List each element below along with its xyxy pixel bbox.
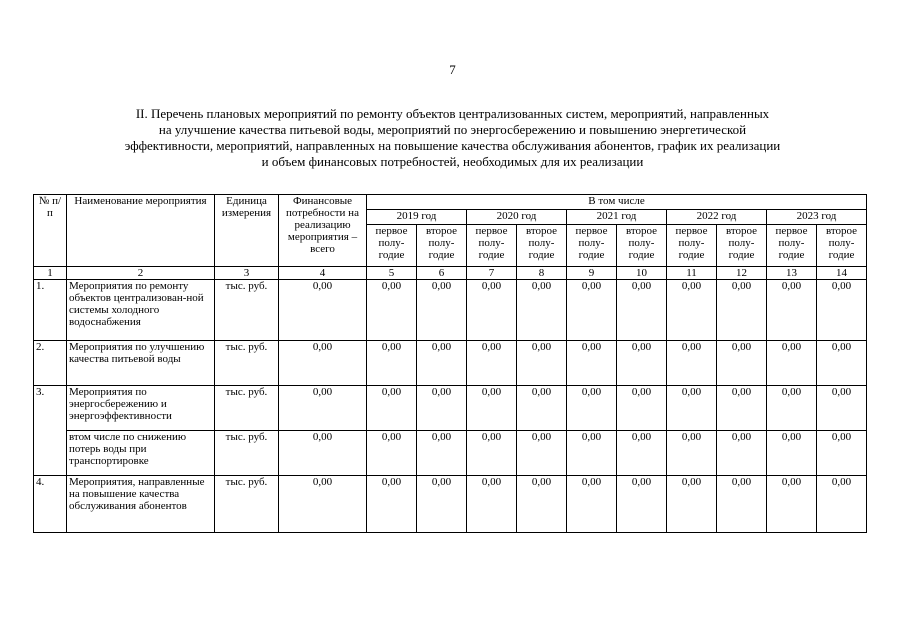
col-number: 10 bbox=[617, 267, 667, 280]
title-line: II. Перечень плановых мероприятий по ремонту объектов централизованных систем, мероприятий, направленных bbox=[135, 106, 770, 121]
row-value: 0,00 bbox=[517, 476, 567, 533]
row-value: 0,00 bbox=[617, 476, 667, 533]
row-value: 0,00 bbox=[767, 341, 817, 386]
col-number: 2 bbox=[67, 267, 215, 280]
row-total: 0,00 bbox=[279, 280, 367, 341]
row-value: 0,00 bbox=[517, 386, 567, 431]
header-year: 2021 год bbox=[567, 210, 667, 225]
row-value: 0,00 bbox=[367, 341, 417, 386]
row-value: 0,00 bbox=[767, 280, 817, 341]
row-value: 0,00 bbox=[417, 476, 467, 533]
row-value: 0,00 bbox=[767, 386, 817, 431]
row-no: 1. bbox=[34, 280, 67, 341]
table-row bbox=[34, 280, 867, 341]
row-value: 0,00 bbox=[667, 280, 717, 341]
row-value: 0,00 bbox=[817, 386, 867, 431]
row-value: 0,00 bbox=[567, 280, 617, 341]
row-total: 0,00 bbox=[279, 386, 367, 431]
col-number: 14 bbox=[817, 267, 867, 280]
header-half1: первое полу-годие bbox=[567, 225, 617, 267]
row-total: 0,00 bbox=[279, 341, 367, 386]
row-value: 0,00 bbox=[417, 431, 467, 476]
column-numbers-row bbox=[34, 267, 867, 280]
col-number: 9 bbox=[567, 267, 617, 280]
measures-table bbox=[33, 194, 867, 533]
header-half1: первое полу-годие bbox=[467, 225, 517, 267]
col-number: 13 bbox=[767, 267, 817, 280]
row-value: 0,00 bbox=[517, 431, 567, 476]
header-year: 2020 год bbox=[467, 210, 567, 225]
row-name: Мероприятия по улучшению качества питьевой воды bbox=[67, 341, 215, 386]
row-value: 0,00 bbox=[617, 341, 667, 386]
col-number: 11 bbox=[667, 267, 717, 280]
row-value: 0,00 bbox=[467, 341, 517, 386]
page-number: 7 bbox=[449, 62, 456, 77]
row-value: 0,00 bbox=[467, 476, 517, 533]
row-name: Мероприятия по ремонту объектов централизован-ной системы холодного водоснабжения bbox=[67, 280, 215, 341]
row-value: 0,00 bbox=[767, 431, 817, 476]
row-unit: тыс. руб. bbox=[215, 386, 279, 431]
row-value: 0,00 bbox=[817, 280, 867, 341]
row-value: 0,00 bbox=[517, 341, 567, 386]
row-unit: тыс. руб. bbox=[215, 431, 279, 476]
row-value: 0,00 bbox=[717, 431, 767, 476]
row-no: 3. bbox=[34, 386, 67, 476]
row-value: 0,00 bbox=[417, 341, 467, 386]
col-number: 12 bbox=[717, 267, 767, 280]
row-value: 0,00 bbox=[617, 280, 667, 341]
table-row bbox=[34, 431, 867, 476]
header-half2: второе полу-годие bbox=[617, 225, 667, 267]
header-unit: Единица измерения bbox=[215, 195, 279, 267]
row-value: 0,00 bbox=[817, 431, 867, 476]
title-line: и объем финансовых потребностей, необходимых для их реализации bbox=[261, 154, 644, 169]
header-half2: второе полу-годие bbox=[517, 225, 567, 267]
header-no: № п/п bbox=[34, 195, 67, 267]
document-title bbox=[40, 106, 865, 170]
col-number: 8 bbox=[517, 267, 567, 280]
table-row bbox=[34, 476, 867, 533]
col-number: 5 bbox=[367, 267, 417, 280]
row-name: Мероприятия, направленные на повышение качества обслуживания абонентов bbox=[67, 476, 215, 533]
title-line: эффективности, мероприятий, направленных на повышение качества обслуживания абонентов, график их реализации bbox=[124, 138, 781, 153]
row-value: 0,00 bbox=[367, 386, 417, 431]
row-unit: тыс. руб. bbox=[215, 476, 279, 533]
row-value: 0,00 bbox=[567, 431, 617, 476]
row-value: 0,00 bbox=[417, 280, 467, 341]
row-value: 0,00 bbox=[717, 280, 767, 341]
header-finance: Финансовые потребности на реализацию мероприятия – всего bbox=[279, 195, 367, 267]
header-half1: первое полу-годие bbox=[667, 225, 717, 267]
col-number: 7 bbox=[467, 267, 517, 280]
header-including: В том числе bbox=[367, 195, 867, 210]
row-value: 0,00 bbox=[817, 341, 867, 386]
row-value: 0,00 bbox=[367, 431, 417, 476]
header-half1: первое полу-годие bbox=[767, 225, 817, 267]
header-year: 2022 год bbox=[667, 210, 767, 225]
row-unit: тыс. руб. bbox=[215, 341, 279, 386]
row-value: 0,00 bbox=[467, 386, 517, 431]
col-number: 4 bbox=[279, 267, 367, 280]
header-name: Наименование мероприятия bbox=[67, 195, 215, 267]
header-half2: второе полу-годие bbox=[817, 225, 867, 267]
title-line: на улучшение качества питьевой воды, мероприятий по энергосбережению и повышению энергетической bbox=[158, 122, 747, 137]
header-half2: второе полу-годие bbox=[417, 225, 467, 267]
header-half1: первое полу-годие bbox=[367, 225, 417, 267]
row-value: 0,00 bbox=[717, 341, 767, 386]
row-total: 0,00 bbox=[279, 431, 367, 476]
row-value: 0,00 bbox=[367, 476, 417, 533]
row-value: 0,00 bbox=[717, 476, 767, 533]
header-year: 2019 год bbox=[367, 210, 467, 225]
row-value: 0,00 bbox=[567, 341, 617, 386]
row-total: 0,00 bbox=[279, 476, 367, 533]
col-number: 1 bbox=[34, 267, 67, 280]
row-value: 0,00 bbox=[567, 476, 617, 533]
table-row bbox=[34, 386, 867, 431]
row-value: 0,00 bbox=[667, 476, 717, 533]
row-value: 0,00 bbox=[767, 476, 817, 533]
row-name: Мероприятия по энергосбережению и энергоэффективности bbox=[67, 386, 215, 431]
row-value: 0,00 bbox=[467, 280, 517, 341]
row-value: 0,00 bbox=[567, 386, 617, 431]
header-half2: второе полу-годие bbox=[717, 225, 767, 267]
row-name: втом числе по снижению потерь воды при транспортировке bbox=[67, 431, 215, 476]
col-number: 3 bbox=[215, 267, 279, 280]
row-value: 0,00 bbox=[667, 386, 717, 431]
row-value: 0,00 bbox=[667, 341, 717, 386]
row-value: 0,00 bbox=[717, 386, 767, 431]
row-no: 4. bbox=[34, 476, 67, 533]
row-value: 0,00 bbox=[667, 431, 717, 476]
row-unit: тыс. руб. bbox=[215, 280, 279, 341]
row-value: 0,00 bbox=[617, 386, 667, 431]
row-value: 0,00 bbox=[367, 280, 417, 341]
header-year: 2023 год bbox=[767, 210, 867, 225]
row-value: 0,00 bbox=[817, 476, 867, 533]
row-value: 0,00 bbox=[617, 431, 667, 476]
row-value: 0,00 bbox=[417, 386, 467, 431]
row-value: 0,00 bbox=[467, 431, 517, 476]
row-value: 0,00 bbox=[517, 280, 567, 341]
col-number: 6 bbox=[417, 267, 467, 280]
table-row bbox=[34, 341, 867, 386]
row-no: 2. bbox=[34, 341, 67, 386]
